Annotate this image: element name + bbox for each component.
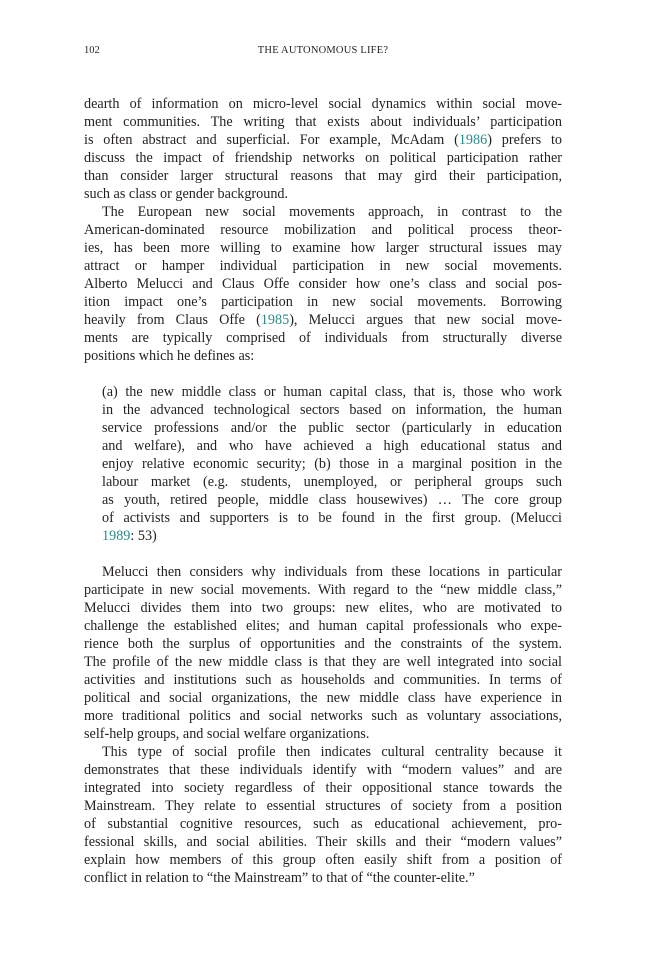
paragraph [84, 95, 562, 203]
running-head: THE AUTONOMOUS LIFE? [257, 45, 389, 56]
text-line: political and social organizations, the new middle class have experience in [84, 690, 562, 706]
text-line: activities and institutions such as households and communities. In terms of [84, 672, 562, 688]
paragraph [84, 563, 562, 743]
text-segment: : 53) [130, 528, 157, 544]
quote-line: as youth, retired people, middle class housewives) … The core group [102, 492, 562, 508]
text-line: ment communities. The writing that exists about individuals’ participation [84, 114, 562, 130]
citation-link-1989[interactable]: 1989 [102, 528, 131, 544]
spacer [84, 545, 562, 563]
text-line: Mainstream. They relate to essential structures of society from a position [84, 798, 562, 814]
text-line: participate in new social movements. With regard to the “new middle class,” [84, 582, 562, 598]
spacer [84, 365, 562, 383]
text-line: American-dominated resource mobilization and political process theor- [84, 222, 562, 238]
text-line: This type of social profile then indicates cultural centrality because it [102, 744, 562, 760]
text-line: rience both the surplus of opportunities and the constraints of the system. [84, 636, 562, 652]
text-line: demonstrates that these individuals identify with “modern values” and are [84, 762, 562, 778]
citation-link-1985[interactable]: 1985 [260, 312, 290, 328]
quote-line: and welfare), and who have achieved a high educational status and [102, 438, 562, 454]
text-line: than consider larger structural reasons that may gird their participation, [84, 168, 562, 184]
text-line: ies, has been more willing to examine how larger structural issues may [84, 240, 562, 256]
block-quote [102, 383, 562, 545]
quote-line: labour market (e.g. students, unemployed, or peripheral groups such [102, 474, 562, 490]
quote-line: service professions and/or the public sector (particularly in education [102, 420, 562, 436]
quote-line: in the advanced technological sectors based on information, the human [102, 402, 562, 418]
text-segment: ) prefers to [487, 132, 562, 148]
text-line: conflict in relation to “the Mainstream” to that of “the counter-elite.” [84, 870, 475, 886]
text-line: Alberto Melucci and Claus Offe consider how one’s class and social pos- [84, 276, 562, 292]
text-line: positions which he defines as: [84, 348, 255, 364]
text-line: integrated into society regardless of their oppositional stance towards the [84, 780, 562, 796]
text-line: The profile of the new middle class is that they are well integrated into social [84, 654, 562, 670]
quote-line [102, 527, 562, 545]
paragraph [84, 743, 562, 887]
text-line: such as class or gender background. [84, 186, 289, 202]
citation-link-1986[interactable]: 1986 [458, 132, 488, 148]
text-line [84, 311, 562, 329]
page-header [84, 45, 562, 61]
quote-line: enjoy relative economic security; (b) those in a marginal position in the [102, 456, 562, 472]
text-line: of substantial cognitive resources, such as educational achievement, pro- [84, 816, 562, 832]
text-line: Melucci then considers why individuals from these locations in particular [102, 564, 562, 580]
text-line: fessional skills, and social abilities. Their skills and their “modern values” [84, 834, 562, 850]
text-line: ition impact one’s participation in new social movements. Borrowing [84, 294, 562, 310]
text-line: Melucci divides them into two groups: new elites, who are motivated to [84, 600, 562, 616]
quote-line: (a) the new middle class or human capital class, that is, those who work [102, 384, 562, 400]
text-line: explain how members of this group often easily shift from a position of [84, 852, 562, 868]
paragraph [84, 203, 562, 365]
text-line: ments are typically comprised of individuals from structurally diverse [84, 330, 562, 346]
text-line [84, 131, 562, 149]
page-body [84, 95, 562, 887]
text-line: self-help groups, and social welfare organizations. [84, 726, 370, 742]
text-line: challenge the established elites; and human capital professionals who expe- [84, 618, 562, 634]
page-number: 102 [84, 45, 100, 56]
text-line: attract or hamper individual participation in new social movements. [84, 258, 562, 274]
text-line: dearth of information on micro-level social dynamics within social move- [84, 96, 562, 112]
quote-line: of activists and supporters is to be found in the first group. (Melucci [102, 510, 562, 526]
text-segment: is often abstract and superficial. For example, McAdam ( [84, 132, 459, 148]
text-segment: heavily from Claus Offe ( [84, 312, 261, 328]
text-line: more traditional politics and social networks such as voluntary associations, [84, 708, 562, 724]
text-line: discuss the impact of friendship networks on political participation rather [84, 150, 562, 166]
text-segment: ), Melucci argues that new social move- [289, 312, 562, 328]
text-line: The European new social movements approach, in contrast to the [102, 204, 562, 220]
